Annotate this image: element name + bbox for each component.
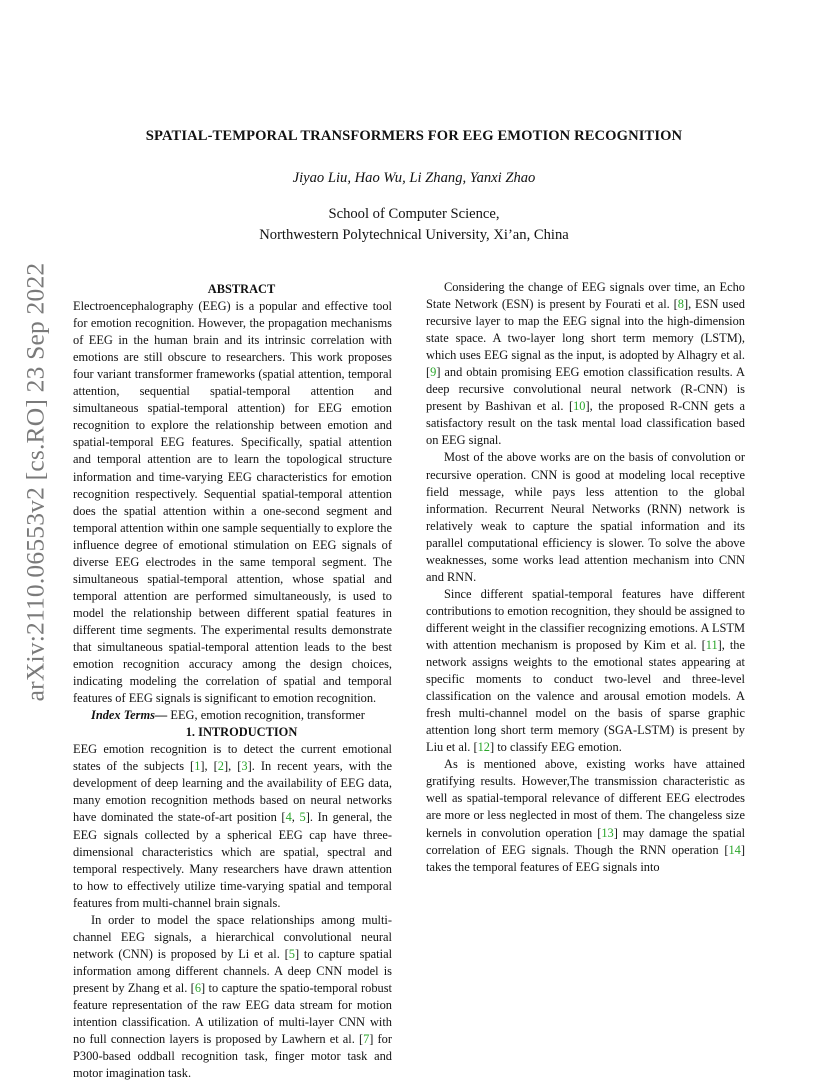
arxiv-identifier: arXiv:2110.06553v2 [cs.RO] 23 Sep 2022 — [20, 262, 50, 702]
author-list: Jiyao Liu, Hao Wu, Li Zhang, Yanxi Zhao — [292, 170, 536, 186]
index-terms-text: EEG, emotion recognition, transformer — [167, 708, 365, 723]
citation-link[interactable]: 14 — [728, 842, 741, 857]
citation-link[interactable]: 12 — [477, 740, 490, 755]
citation-link[interactable]: 7 — [363, 1032, 370, 1047]
index-terms-label: Index Terms— — [91, 708, 168, 723]
citation-link[interactable]: 1 — [194, 759, 201, 774]
intro-paragraph-1: EEG emotion recognition is to detect the current emotional states of the subjects [1], [2], [3]. In recent years, with the development of deep learning and the availability of EEG data, many emotion recognition methods based on neural networks have dominated the state-of-art position [4, 5]. In general, the EEG signals collected by a spherical EEG cap have three-dimensional characteristics which are spatial, spectral and temporal respectively. Many researchers have drawn attention to how to effectively utilize time-varying spatial and temporal features from multi-channel brain signals. — [73, 742, 392, 910]
citation-link[interactable]: 5 — [288, 946, 295, 961]
citation-link[interactable]: 10 — [573, 399, 586, 414]
abstract-text: Electroencephalography (EEG) is a popular and effective tool for emotion recognition. However, the propagation mechanisms of EEG in the human brain and its intrinsic correlation with emotions are still obscure to researchers. This work proposes four variant transformer frameworks (spatial attention, temporal attention, sequential spatial-temporal attention and simultaneous spatial-temporal attention) for EEG emotion recognition to explore the relationship between emotion and spatial-temporal EEG features. Specifically, spatial attention and temporal attention are to learn the topological structure information and time-varying EEG characteristics for emotion recognition respectively. Sequential spatial-temporal attention does the spatial attention within a one-second segment and temporal attention within one sample sequentially to explore the influence degree of emotional stimulation on EEG signals of diverse EEG electrodes in the same temporal segment. The simultaneous spatial-temporal attention, whose spatial and temporal attention are performed simultaneously, is used to model the relationship between different spatial features in different time segments. The experimental results demonstrate that simultaneous spatial-temporal attention leads to the best emotion recognition accuracy among the design choices, indicating modeling the correlation of spatial and temporal features of EEG signals is significant to emotion recognition. — [73, 299, 392, 706]
citation-link[interactable]: 9 — [430, 365, 437, 380]
intro-paragraph-2: In order to model the space relationships among multi-channel EEG signals, a hierarchical convolutional neural network (CNN) is proposed by Li et al. [5] to capture spatial information among different channels. A deep CNN model is present by Zhang et al. [6] to capture the spatio-temporal robust feature representation of the raw EEG data stream for motion intention classification. A utilization of multi-layer CNN with no full connection layers is proposed by Lawhern et al. [7] for P300-based oddball recognition task, finger motor task and motor imagination task. — [73, 912, 393, 1081]
intro-paragraph-4: Most of the above works are on the basis of convolution or recursive operation. CNN is good at modeling local receptive field message, while pays less attention to the global information. Recurrent Neural Networks (RNN) network is relatively weak to capture the spatial information and its parallel computational efficiency is slower. To solve the above weaknesses, some works lead attention mechanism into CNN and RNN. — [426, 450, 745, 584]
intro-paragraph-6: As is mentioned above, existing works have attained gratifying results. However,The transmission characteristic as well as spatial-temporal relevance of different EEG electrodes are more or less neglected in most of them. The changeless size kernels in convolution operation [13] may damage the spatial correlation of EEG signals. Though the RNN operation [14] takes the temporal features of EEG signals into — [426, 757, 746, 874]
citation-link[interactable]: 11 — [705, 637, 718, 652]
citation-link[interactable]: 5 — [299, 810, 306, 825]
citation-link[interactable]: 4 — [285, 810, 292, 825]
intro-paragraph-5: Since different spatial-temporal features have different contributions to emotion recognition, they should be assigned to different weight in the classifier recognizing emotions. A LSTM with attention mechanism is proposed by Kim et al. [11], the network assigns weights to the emotional states appearing at specific moments to conduct two-level and three-level classification on the valence and arousal emotion models. A fresh multi-channel model on the basis of sparse graphic attention long short term memory (SGA-LSTM) is present by Liu et al. [12] to classify EEG emotion. — [426, 586, 745, 755]
citation-link[interactable]: 3 — [241, 759, 248, 774]
abstract-heading: ABSTRACT — [207, 282, 276, 296]
arxiv-sidebar-stamp — [18, 262, 52, 702]
affiliation-line-1: School of Computer Science, — [328, 206, 500, 222]
affiliation — [0, 204, 828, 246]
citation-link[interactable]: 2 — [217, 759, 224, 774]
citation-link[interactable]: 8 — [677, 297, 684, 312]
left-column — [73, 281, 392, 1082]
intro-paragraph-3: Considering the change of EEG signals over time, an Echo State Network (ESN) is present by Fourati et al. [8], ESN used recursive layer to map the EEG signal into the high-dimension state space. A two-layer long short term memory (LSTM), which uses EEG signal as the input, is adopted by Alhagry et al. [9] and obtain promising EEG emotion classification results. A deep recursive convolutional neural network (R-CNN) is present by Bashivan et al. [10], the proposed R-CNN gets a satisfactory result on the task mental load classification based on EEG signal. — [426, 280, 745, 448]
affiliation-line-2: Northwestern Polytechnical University, Xi’an, China — [259, 227, 569, 243]
introduction-heading: 1. INTRODUCTION — [185, 725, 298, 740]
right-column — [426, 279, 745, 876]
index-terms — [73, 707, 392, 724]
citation-link[interactable]: 13 — [601, 825, 614, 840]
paper-title: SPATIAL-TEMPORAL TRANSFORMERS FOR EEG EMOTION RECOGNITION — [145, 128, 683, 144]
citation-link[interactable]: 6 — [194, 980, 202, 995]
